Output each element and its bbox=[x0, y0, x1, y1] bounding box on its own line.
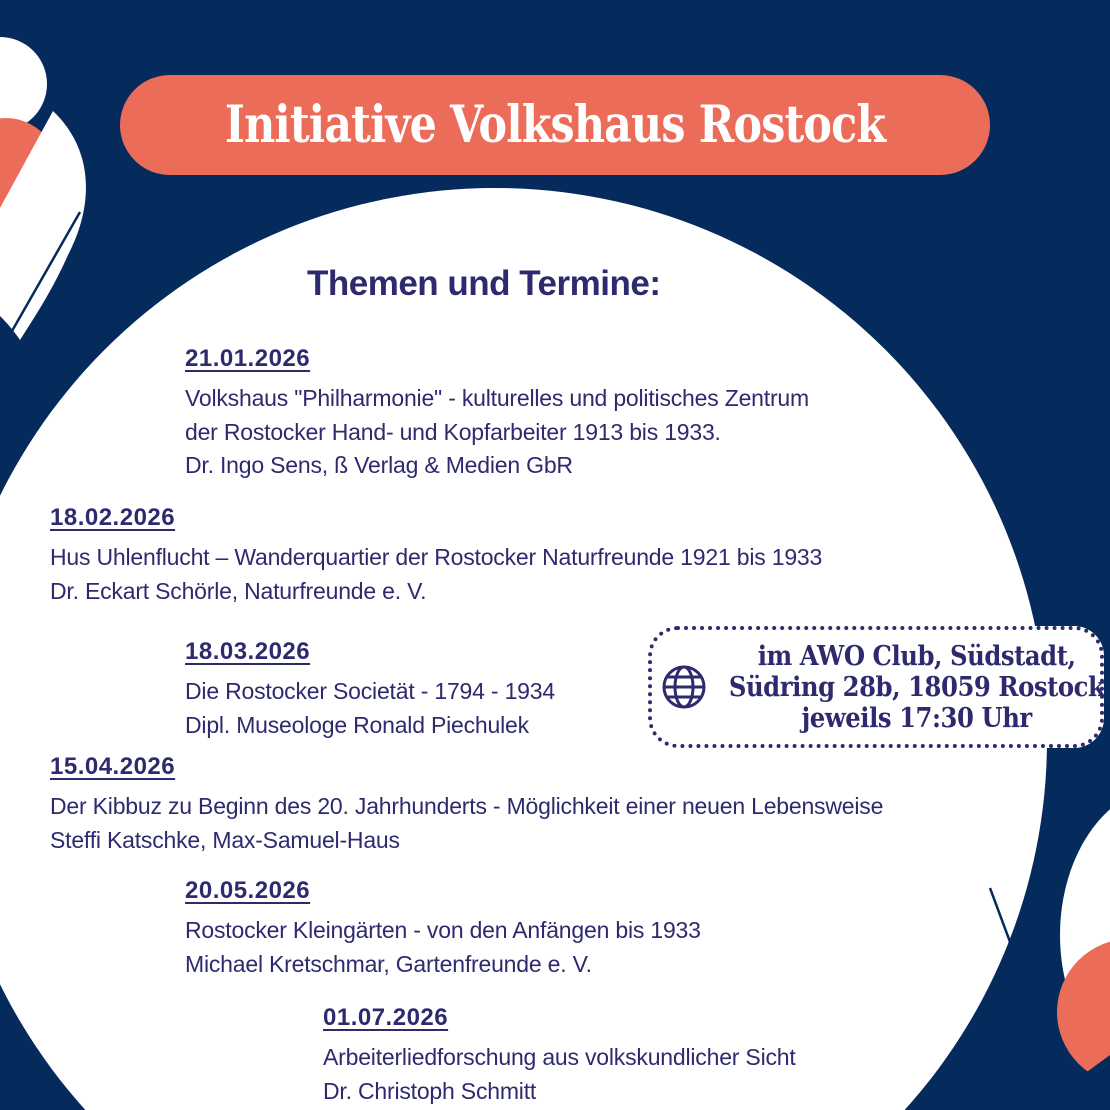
event-line: Rostocker Kleingärten - von den Anfängen bis 1933 bbox=[185, 917, 701, 943]
info-line: im AWO Club, Südstadt, bbox=[757, 640, 1076, 672]
event-date: 20.05.2026 bbox=[185, 877, 311, 904]
event-line: Steffi Katschke, Max-Samuel-Haus bbox=[50, 826, 400, 853]
event-entry bbox=[50, 504, 822, 608]
page-title: Initiative Volkshaus Rostock bbox=[224, 95, 886, 155]
info-line: Südring 28b, 18059 Rostock bbox=[728, 671, 1105, 703]
info-box bbox=[648, 626, 1104, 748]
title-banner bbox=[120, 75, 990, 175]
event-date: 21.01.2026 bbox=[185, 345, 311, 372]
globe-icon bbox=[660, 663, 708, 711]
event-line: der Rostocker Hand- und Kopfarbeiter 1913 bis 1933. bbox=[185, 418, 721, 445]
info-text bbox=[708, 641, 1110, 734]
event-line: Dipl. Museologe Ronald Piechulek bbox=[185, 711, 529, 738]
event-date: 15.04.2026 bbox=[50, 753, 176, 780]
section-heading: Themen und Termine: bbox=[307, 264, 661, 303]
event-line: Die Rostocker Societät - 1794 - 1934 bbox=[185, 678, 555, 704]
event-date: 18.03.2026 bbox=[185, 638, 311, 665]
event-entry bbox=[323, 1004, 796, 1108]
event-entry bbox=[185, 638, 555, 742]
event-entry bbox=[185, 877, 701, 981]
event-line: Michael Kretschmar, Gartenfreunde e. V. bbox=[185, 950, 592, 977]
event-line: Arbeiterliedforschung aus volkskundlicher Sicht bbox=[323, 1044, 796, 1070]
event-line: Volkshaus "Philharmonie" - kulturelles und politisches Zentrum bbox=[185, 385, 809, 411]
event-line: Dr. Christoph Schmitt bbox=[323, 1077, 537, 1104]
event-line: Der Kibbuz zu Beginn des 20. Jahrhunderts - Möglichkeit einer neuen Lebensweise bbox=[50, 793, 884, 819]
event-date: 18.02.2026 bbox=[50, 504, 176, 531]
event-date: 01.07.2026 bbox=[323, 1004, 449, 1031]
event-line: Dr. Ingo Sens, ß Verlag & Medien GbR bbox=[185, 452, 573, 478]
event-line: Hus Uhlenflucht – Wanderquartier der Rostocker Naturfreunde 1921 bis 1933 bbox=[50, 544, 823, 570]
event-entry bbox=[185, 345, 809, 483]
event-line: Dr. Eckart Schörle, Naturfreunde e. V. bbox=[50, 577, 427, 604]
event-entry bbox=[50, 753, 883, 857]
info-line: jeweils 17:30 Uhr bbox=[801, 702, 1032, 734]
